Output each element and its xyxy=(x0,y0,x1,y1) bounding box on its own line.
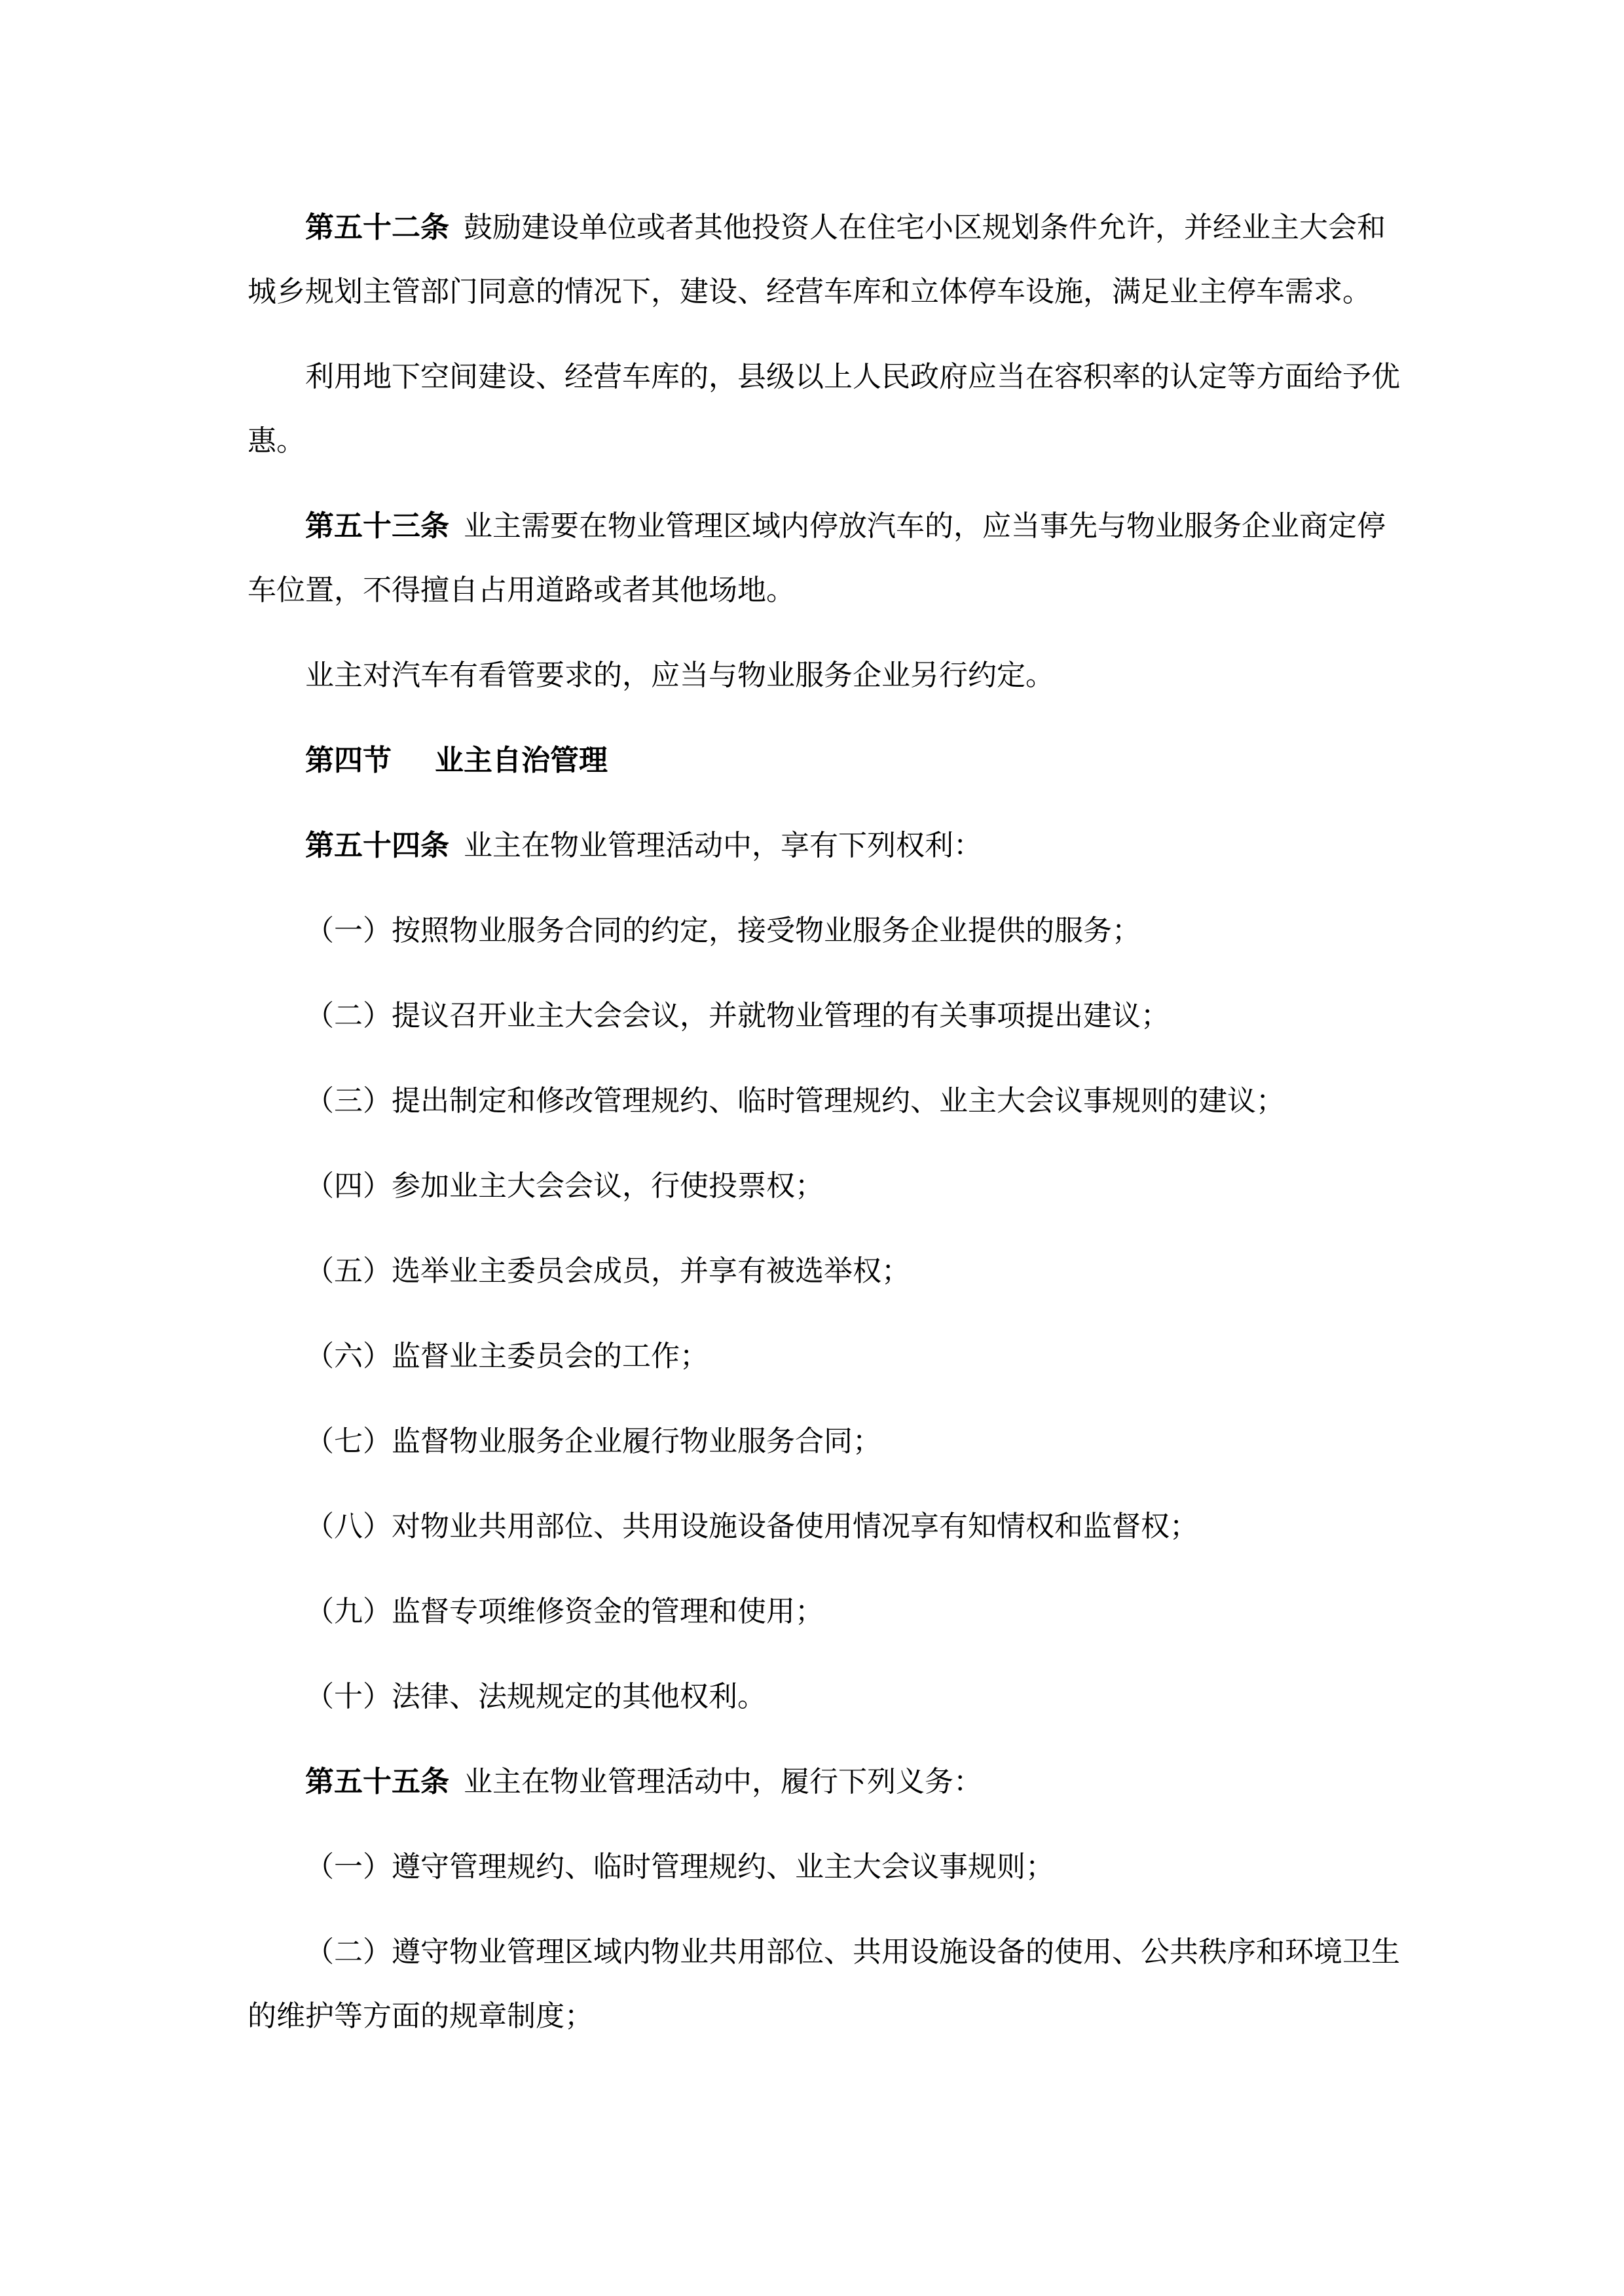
article-52-line-2 xyxy=(248,260,1378,324)
section-title-line xyxy=(248,729,1378,793)
list-item-text: （八）对物业共用部位、共用设施设备使用情况享有知情权和监督权； xyxy=(305,1510,1198,1542)
paragraph-underground-garage xyxy=(248,345,1400,473)
list-item-rights-4 xyxy=(248,1154,1378,1218)
article-53-line-1 xyxy=(248,494,1386,558)
list-item-rights-9 xyxy=(248,1580,1378,1644)
list-item-text: （二）提议召开业主大会会议，并就物业管理的有关事项提出建议； xyxy=(305,1000,1170,1032)
list-item-text: （七）监督物业服务企业履行物业服务合同； xyxy=(305,1425,881,1457)
list-item-rights-6 xyxy=(248,1324,1378,1389)
list-item-rights-5 xyxy=(248,1239,1378,1303)
section-label: 第四节 xyxy=(305,744,392,776)
article-53 xyxy=(248,494,1386,623)
document-page xyxy=(248,196,1400,2069)
list-item-duties-1 xyxy=(248,1835,1378,1899)
list-item-text: （九）监督专项维修资金的管理和使用； xyxy=(305,1595,824,1628)
article-label: 第五十二条 xyxy=(305,211,449,244)
list-item-duties-2 xyxy=(248,1920,1400,2049)
paragraph-line-1: 业主对汽车有看管要求的，应当与物业服务企业另行约定。 xyxy=(305,659,1054,691)
list-item-text: （六）监督业主委员会的工作； xyxy=(305,1340,709,1372)
article-text: 城乡规划主管部门同意的情况下，建设、经营车库和立体停车设施，满足业主停车需求。 xyxy=(248,276,1371,308)
list-item-rights-2 xyxy=(248,984,1378,1048)
article-text: 车位置，不得擅自占用道路或者其他场地。 xyxy=(248,574,795,606)
list-item-text: （十）法律、法规规定的其他权利。 xyxy=(305,1681,766,1713)
paragraph-line-2: 惠。 xyxy=(248,425,305,457)
article-52 xyxy=(248,196,1386,324)
article-label: 第五十四条 xyxy=(305,829,449,862)
list-item-rights-10 xyxy=(248,1665,1378,1729)
list-item-rights-7 xyxy=(248,1410,1378,1474)
list-item-rights-1 xyxy=(248,899,1378,963)
list-item-rights-8 xyxy=(248,1495,1378,1559)
article-52-line-1 xyxy=(248,196,1386,260)
article-text: 业主需要在物业管理区域内停放汽车的，应当事先与物业服务企业商定停 xyxy=(464,510,1386,542)
section-heading xyxy=(248,729,1378,793)
article-text: 业主在物业管理活动中，履行下列义务： xyxy=(464,1766,982,1798)
article-55-line-1 xyxy=(248,1750,1378,1814)
list-item-text: （一）遵守管理规约、临时管理规约、业主大会议事规则； xyxy=(305,1851,1054,1883)
article-text: 业主在物业管理活动中，享有下列权利： xyxy=(464,829,982,862)
article-55 xyxy=(248,1750,1378,1814)
list-item-text-line-1: （二）遵守物业管理区域内物业共用部位、共用设施设备的使用、公共秩序和环境卫生 xyxy=(305,1936,1400,1968)
article-53-line-2 xyxy=(248,558,1378,623)
article-text: 鼓励建设单位或者其他投资人在住宅小区规划条件允许，并经业主大会和 xyxy=(464,211,1386,244)
list-item-text: （三）提出制定和修改管理规约、临时管理规约、业主大会议事规则的建议； xyxy=(305,1085,1285,1117)
article-label: 第五十三条 xyxy=(305,510,449,542)
list-item-text: （五）选举业主委员会成员，并享有被选举权； xyxy=(305,1255,910,1287)
paragraph-car-custody xyxy=(248,644,1378,708)
article-54-line-1 xyxy=(248,814,1378,878)
list-item-text: （一）按照物业服务合同的约定，接受物业服务企业提供的服务； xyxy=(305,915,1141,947)
list-item-rights-3 xyxy=(248,1069,1378,1133)
list-item-text-line-2: 的维护等方面的规章制度； xyxy=(248,2000,593,2032)
article-label: 第五十五条 xyxy=(305,1766,449,1798)
article-54 xyxy=(248,814,1378,878)
list-item-text: （四）参加业主大会会议，行使投票权； xyxy=(305,1170,824,1202)
section-title: 业主自治管理 xyxy=(435,744,608,776)
paragraph-line-1: 利用地下空间建设、经营车库的，县级以上人民政府应当在容积率的认定等方面给予优 xyxy=(305,361,1400,393)
